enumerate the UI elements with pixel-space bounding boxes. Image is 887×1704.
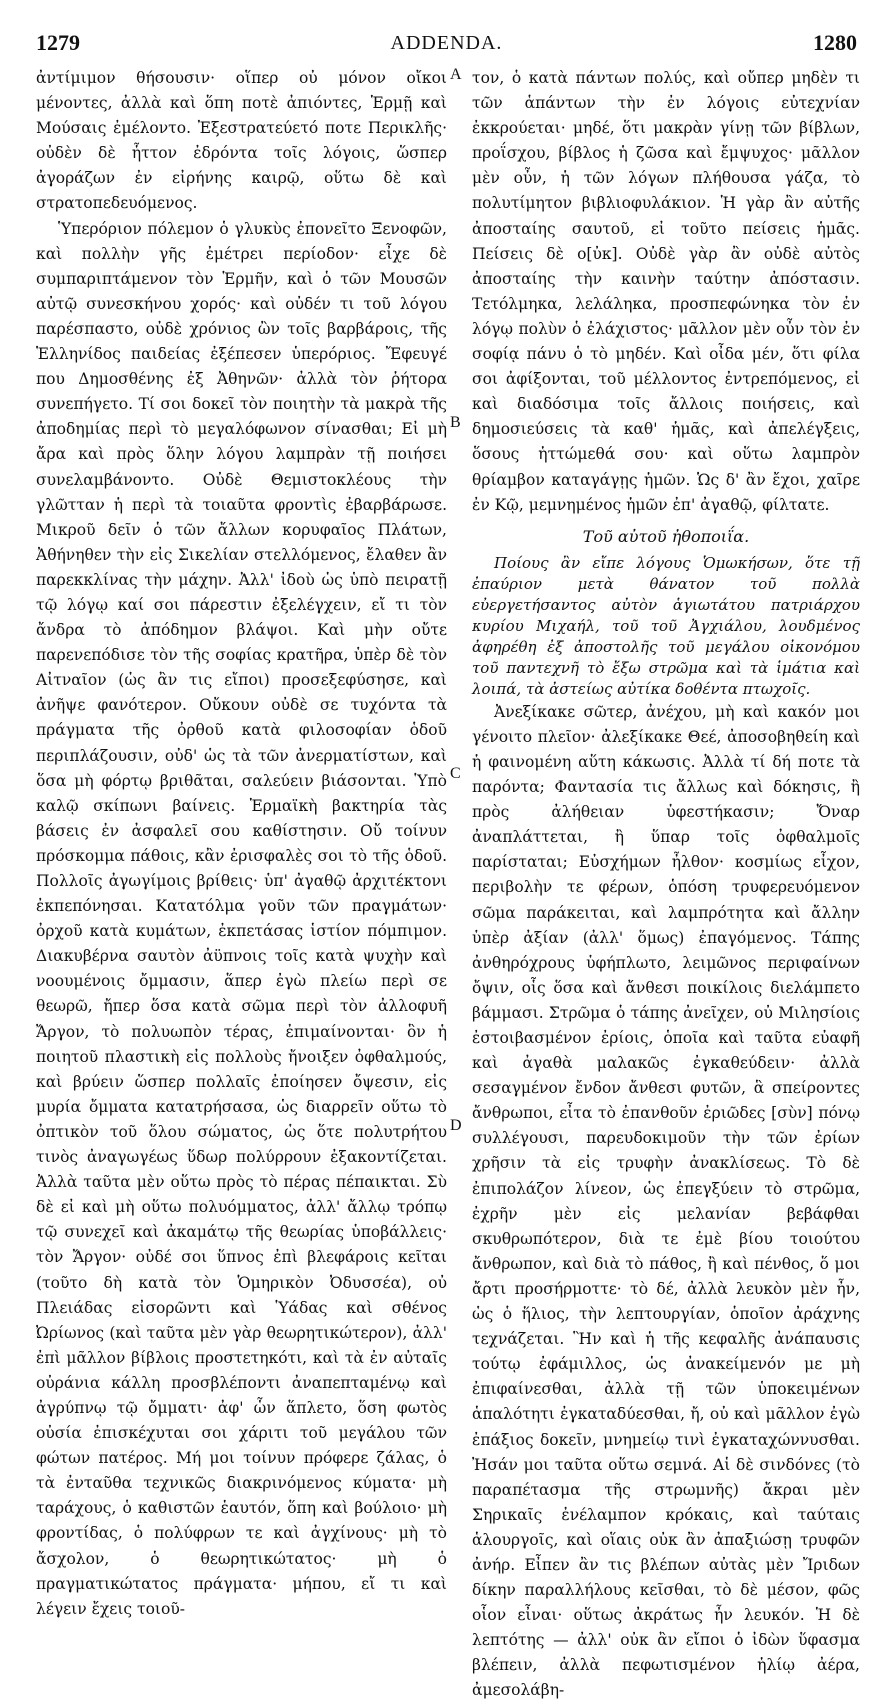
- left-column: [36, 66, 447, 1622]
- section-marker-b: B: [450, 414, 461, 431]
- right-paragraph: Ἀνεξίκακε σῶτερ, ἀνέχου, μὴ καὶ κακόν μοι γένοιτο πλεῖον· ἀλεξίκακε Θεέ, ἀποσοβηθείη καὶ ἡ φαινομένη αὕτη κάκωσις. Ἀλλὰ τί δή ποτε τὰ παρόντα; Φαντασία τις ἄλλως καὶ δόκησις, ἢ πρὸς ἀλήθειαν ὑφεστήκασιν; Ὄναρ ἀναπλάττεται, ἢ ὕπαρ τοῖς ὀφθαλμοῖς παρίσταται; Εὐσχήμων ἦλθον· κοσμίως εἶχον, περιβολὴν τε φέρων, ὁπόση τρυφερευόμενον σῶμα παράκειται, καὶ λαμπρότητα καὶ ἄλλην ὑπὲρ ἀξίαν (ἀλλ' ὅμως) ἐπαγόμενος. Τάπης ἀνθηρόχρους ὑφήπλωτο, λειμῶνος περιφαίνων ὄψιν, οἷς ὅσα καὶ ἄνθεσι ποικίλοις διελάμπετο βάμμασι. Στρῶμα ὁ τάπης ἀνεῖχεν, οὐ Μιλησίοις ἐστοιβασμένον ἐρίοις, ὁποῖα καὶ ταῦτα εὐαφῆ καὶ ἀγαθὰ μαλακῶς ἐγκαθεύδειν· ἀλλὰ σεσαγμένον ἔνδον ἄνθεσι φυτῶν, ἃ σπείροντες ἄνθρωποι, εἶτα τὸ ἐπανθοῦν ἐριῶδες [σὺν] πόνῳ συλλέγουσι, παρευδοκιμοῦν τὴν τῶν ἐρίων χρῆσιν τὰ εἰς τρυφὴν ἀνακλίσεως. Τὸ δὲ ἐπιπολάζον λίνεον, ὡς ἐπεγξύειν τὸ στρῶμα, ἐχρῆν μὲν εἰς μελανίαν βεβάφθαι σκυθρωπότερον, διὰ τε ἐμὲ βίου τοιούτου ἄνθρωπον, καὶ διὰ τὸ πάθος, ἢ καὶ πένθος, ὅ μοι ἄρτι προσήρμοττε· τὸ δέ, ἀλλὰ λευκὸν μὲν ἦν, ὡς ὁ ἥλιος, τὴν λεπτουργίαν, ὁποῖον ἀράχνης τεχνάζεται. Ἣν καὶ ἡ τῆς κεφαλῆς ἀνάπαυσις τούτῳ ἐφάμιλλος, ὡς ἀνακείμενόν με μὴ ἐπιφαίνεσθαι, ἀλλὰ τῇ τῶν ὑποκειμένων ἁπαλότητι ἐγκαταδύεσθαι, ἤ, οὐ καὶ μᾶλλον ἐγὼ ἐπάξιος δοκεῖν, μνημείῳ τινὶ ἐγκαταχώννυσθαι. Ἠσάν μοι ταῦτα οὕτω σεμνά. Αἱ δὲ σινδόνες (τὸ παραπέτασμα τῆς στρωμνῆς) ἄκραι μὲν Σηρικαῖς ἐνέλαμπον κρόκαις, καὶ ταύταις ἁλουργοῖς, καὶ οἵαις οὐκ ἂν ἀπαξιώσῃ τρυφῶν ἀνήρ. Εἶπεν ἂν τις βλέπων αὐτὰς μὲν Ἴριδων δίκην παραλλήλους κεῖσθαι, τὸ δὲ μέσον, φῶς οἷον εἶναι· οὕτως ἀκράτως ἦν λευκόν. Ἡ δὲ λεπτότης — ἀλλ' οὐκ ἂν εἴποι ὁ ἰδὼν ὕφασμα βλέπειν, ἀλλὰ πεφωτισμένον ἡλίῳ ἀέρα, ἀμεσολάβη-: [472, 702, 860, 1700]
- section-marker-d: D: [450, 1117, 462, 1134]
- right-column: [472, 66, 860, 1704]
- section-subtitle: Ποίους ἂν εἴπε λόγους Ὁμωκήσων, ὅτε τῇ ἐπαύριον μετὰ θάνατον τοῦ πολλὰ εὐεργετήσαντος αὐτὸν ἁγιωτάτου πατριάρχου κυρίου Μιχαήλ, τοῦ τοῦ Ἀγχιάλου, λουδμένος ἀφηρέθη ἐξ ἀποστολῆς τοῦ μεγάλου οἰκονόμου τοῦ παντεχνῆ τὸ ἔξω στρῶμα καὶ τὰ ἱμάτια καὶ λοιπά, τὰ ἀστείως αὐτίκα δοθέντα πτωχοῖς.: [472, 553, 860, 698]
- right-paragraph: τον, ὁ κατὰ πάντων πολύς, καὶ οὔπερ μηδὲν τι τῶν ἁπάντων τὴν ἐν λόγοις εὐτεχνίαν ἐκκρούεται· μηδέ, ὅτι μακρὰν γίνῃ τῶν βίβλων, προΐσχου, βίβλος ἡ ζῶσα καὶ ἔμψυχος· μᾶλλον μὲν οὖν, ἡ τῶν λόγων πλήθουσα γάζα, τὸ πολυτίμητον βιβλιοφυλάκιον. Ἡ γὰρ ἂν αὐτῆς ἀποσταίης σαυτοῦ, εἰ τοῦτο πείσεις ἡμᾶς. Πείσεις δὲ ο[ὐκ]. Οὐδὲ γὰρ ἂν οὐδὲ αὐτὸς ἀποσταίης τὴν καινὴν ταύτην ἀπόστασιν. Τετόλμηκα, λελάληκα, προσπεφώνηκα τὸν ἐν λόγῳ πολὺν ὁ ἐλάχιστος· μᾶλλον μὲν οὖν τὸν ἐν σοφίᾳ πάνυ ὁ τὸ μηδέν. Καὶ οἶδα μέν, ὅτι φίλα σοι ἀφίξονται, τοῦ μέλλοντος ἐντρεπόμενος, εἰ καὶ διαδόσιμα τοῖς ἄλλοις ποιήσεις, καὶ δημοσιεύσεις τὰ καθ' ἡμᾶς, καὶ ἀπελέγξεις, ὅσους ἡττώμεθά σου· καὶ οὕτω λαμπρὸν θρίαμβον καταγάγῃς ἡμῶν. Ὡς δ' ἂν ἔχοι, χαῖρε ἐν Κῷ, μεμνημένος ἡμῶν ἐπ' ἀγαθῷ, φίλτατε.: [472, 69, 860, 514]
- section-marker-a: A: [450, 66, 462, 83]
- page-number-right: 1280: [813, 30, 857, 55]
- left-paragraph: Ὑπερόριον πόλεμον ὁ γλυκὺς ἐπονεῖτο Ξενοφῶν, καὶ πολλὴν γῆς ἐμέτρει περίοδον· εἶχε δὲ συμπαριπτάμενον τὸν Ἑρμῆν, καὶ ὁ τῶν Μουσῶν αὐτῷ συνεσκήνου χορός· καὶ οὐδέν τι τοῦ λόγου παρέσπαστο, οὐδὲ χρόνιος ὢν τοῖς βαρβάροις, τῆς Ἑλληνίδος παιδείας ἐξέπεσεν ὑπερόριος. Ἔφευγέ που Δημοσθένης ἐξ Ἀθηνῶν· ἀλλὰ τὸν ῥήτορα συνεπήγετο. Τί σοι δοκεῖ τὸν ποιητὴν τὰ μακρὰ τῆς ἀποδημίας περὶ τὸ μεγαλόφωνον σίνασθαι; Εἰ μὴ ἄρα καὶ πρὸς ὅλην λόγου λαμπρὰν τῇ ποιήσει συνελαμβάνοντο. Οὐδὲ Θεμιστοκλέους τὴν γλῶτταν ἡ περὶ τὰ τοιαῦτα φροντὶς ἐβαρβάρωσε. Μικροῦ δεῖν ὁ τῶν ἄλλων κορυφαῖος Πλάτων, Ἀθήνηθεν τὴν εἰς Σικελίαν στελλόμενος, ἔλαθεν ἂν παρεκκλίνας τὴν μάχην. Ἀλλ' ἰδοὺ ὡς ὑπὸ πειρατῇ τῷ λόγῳ καί σοι πάρεστιν ἐξελέγχειν, εἴ τι τὸν ἄνδρα τὸ ἀπόδημον βλάψοι. Καὶ μὴν οὔτε παρενεπόδισε τὸν τῆς σοφίας κρατῆρα, ὑπὲρ δὲ τὸν Αἰτναῖον (ὡς ἂν τις εἴποι) προσεξεφύσησε, καὶ ἀνῆψε φανότερον. Οὔκουν οὐδὲ σε τυχόντα τὰ πράγματα τῆς ὀρθοῦ κατὰ φιλοσοφίαν ὁδοῦ περιπλάζουσιν, οὐδ' ὡς τὰ τῶν ἀνερματίστων, καὶ ὅσα μὴ φόρτῳ βριθᾶται, σαλεύειν βιάσονται. Ὑπὸ καλῷ σκίπωνι βαίνεις. Ἑρμαϊκὴ βακτηρία τὰς βάσεις ἐν ἀσφαλεῖ σου καθίστησιν. Οὔ τοίνυν πρόσκομμα πάθοις, κἂν ἐρισφαλὲς σοι τὸ τῆς ὁδοῦ. Πολλοῖς ἀγωγίμοις βρίθεις· ὑπ' ἀγαθῷ ἀρχιτέκτονι ἐκπεπόνησαι. Κατατόλμα γοῦν τῶν πραγμάτων· ὀρχοῦ κατὰ κυμάτων, ἐκπετάσας ἱστίον πόμπιμον. Διακυβέρνα σαυτὸν ἀϋπνοις τοῖς κατὰ ψυχὴν καὶ νοουμένοις ὄμμασιν, ἅπερ ἐγὼ πλείω περὶ σε θεωρῶ, ἤπερ ὅσα κατὰ σῶμα περὶ τὸν ἀλλοφυῆ Ἄργον, τὸ πολυωπὸν τέρας, ἐπιμαίνονται· ὃν ἡ ποιητοῦ πλαστικὴ εἰς πολλοὺς ἤνοιξεν ὀφθαλμούς, καὶ βρύειν ὥσπερ πολλαῖς ἐποίησεν ὄψεσιν, εἰς μυρία ὄμματα κατατρήσασα, ὡς διαρρεῖν οὕτω τὸ ὀπτικὸν τοῦ ὅλου σώματος, ὡς ὅτε πολυτρήτου τινὸς ἀναγωγέως ὕδωρ πολύρρουν ἐξακοντίζεται. Ἀλλὰ ταῦτα μὲν οὕτω πρὸς τὸ πέρας πέπαικται. Σὺ δὲ εἰ καὶ μὴ οὕτω πολυόμματος, ἀλλ' ἄλλῳ τρόπῳ τῷ συνεχεῖ καὶ ἀκαμάτῳ τῆς θεωρίας ὑποβάλλεις· τὸν Ἄργον· οὐδέ σοι ὕπνος ἐπὶ βλεφάροις κεῖται (τοῦτο δὴ κατὰ τὸν Ὁμηρικὸν Ὀδυσσέα), οὐ Πλειάδας εἰσορῶντι καὶ Ὑάδας καὶ σθένος Ὠρίωνος (καὶ ταῦτα μὲν γὰρ θεωρητικώτερον), ἀλλ' ἐπὶ μᾶλλον βίβλοις προστετηκότι, καὶ τὰ ἐν αὐταῖς οὐράνια κάλλη προσβλέποντι ἀναπεπταμένῳ καὶ ἀγρύπνῳ τῷ ὄμματι· ἀφ' ὧν ἅπλετο, ὅση φωτὸς οὐσία ἐπισκέχυται σοι χάριτι τοῦ μεγάλου τῶν φώτων πατέρος. Μή μοι τοίνυν πρόφερε ζάλας, ὁ τὰ ἐνταῦθα τεχνικῶς διακρινόμενος κύματα· μὴ ταράχους, ὁ καθιστῶν ἑαυτόν, ὅπη καὶ βούλοιο· μὴ φροντίδας, ὁ πολύφρων τε καὶ ἀγχίνους· μὴ τὸ ἄσχολον, ὁ θεωρητικώτατος· μὴ ὁ πραγματικώτατος πράγματα· μήπου, εἴ τι καὶ λέγειν ἔχεις τοιοῦ-: [36, 219, 447, 1618]
- running-title: ADDENDA.: [390, 32, 503, 54]
- left-paragraph: ἀντίμιμον θήσουσιν· οἵπερ οὐ μόνον οἴκοι μένοντες, ἀλλὰ καὶ ὅπη ποτὲ ἀπιόντες, Ἑρμῇ καὶ Μούσαις ἐμέλοντο. Ἐξεστρατεύετό ποτε Περικλῆς· οὐδὲν δὲ ἧττον ἐδρόντα τοῖς λόγοις, ὥσπερ ἀγοράζων ἐν εἰρήνης καιρῷ, οὕτω δὲ καὶ στρατοπεδευόμενος.: [36, 69, 447, 213]
- section-marker-c: C: [450, 765, 461, 782]
- section-title: Τοῦ αὐτοῦ ἠθοποιΐα.: [582, 526, 750, 546]
- page-number-left: 1279: [36, 30, 80, 55]
- page-header: [36, 30, 857, 64]
